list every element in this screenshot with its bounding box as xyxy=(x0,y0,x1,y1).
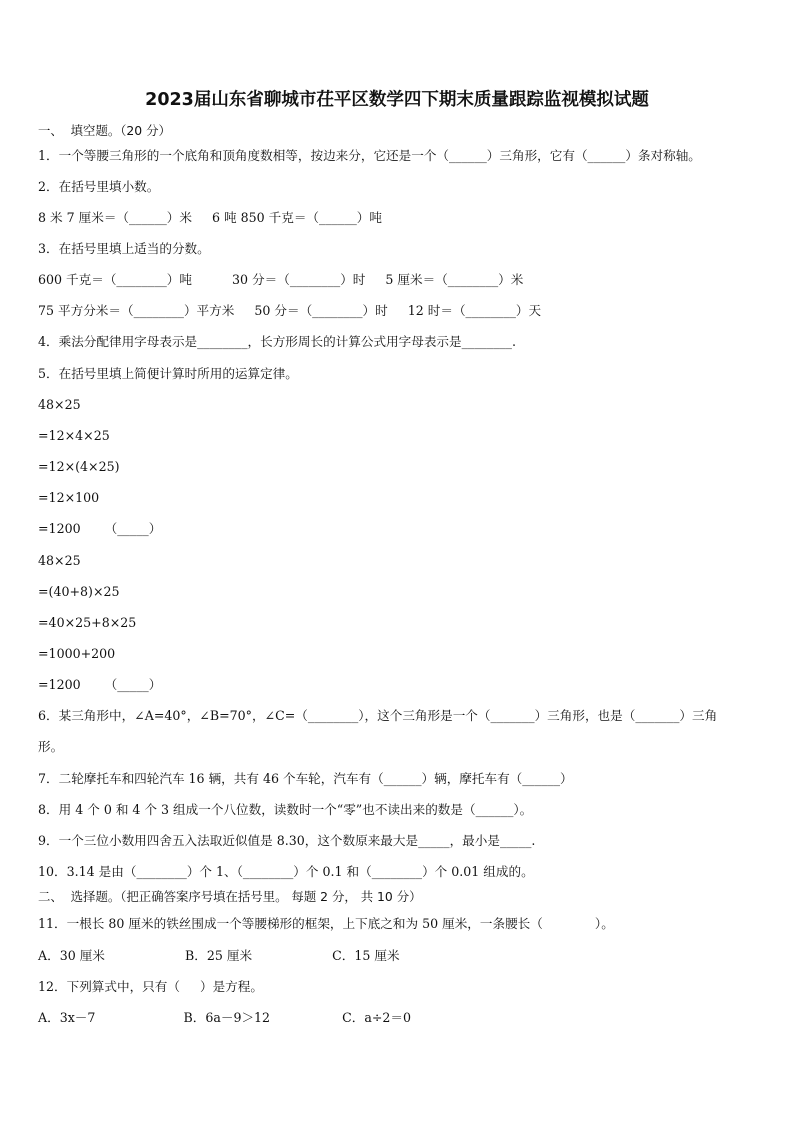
question-10: 10．3.14 是由（________）个 1、（________）个 0.1 和（________）个 0.01 组成的。 xyxy=(38,864,534,879)
question-4: 4．乘法分配律用字母表示是________，长方形周长的计算公式用字母表示是________. xyxy=(38,334,516,349)
question-9: 9．一个三位小数用四舍五入法取近似值是 8.30，这个数原来最大是_____，最小是_____. xyxy=(38,833,536,848)
calc-line: =1200 （_____） xyxy=(38,677,162,692)
question-2: 2．在括号里填小数。 xyxy=(38,179,160,194)
question-3-items-row-2: 75 平方分米＝（________）平方米 50 分＝（________）时 12 时＝（________）天 xyxy=(38,303,542,318)
calc-line: =(40+8)×25 xyxy=(38,584,120,599)
question-11: 11．一根长 80 厘米的铁丝围成一个等腰梯形的框架，上下底之和为 50 厘米，一条腰长（ ）。 xyxy=(38,916,614,931)
calc-line: =12×100 xyxy=(38,490,100,505)
calc-line: 48×25 xyxy=(38,397,81,412)
section-2-heading: 二、 选择题。（把正确答案序号填在括号里。 每题 2 分， 共 10 分） xyxy=(38,889,422,904)
question-3: 3．在括号里填上适当的分数。 xyxy=(38,241,210,256)
calc-line: =1000+200 xyxy=(38,646,116,661)
question-2-items: 8 米 7 厘米＝（______）米 6 吨 850 千克＝（______）吨 xyxy=(38,210,382,225)
question-6: 6．某三角形中，∠A=40°，∠B=70°，∠C=（________），这个三角形是一个（_______）三角形，也是（_______）三角 xyxy=(38,708,718,723)
question-12-options: A．3x－7 B．6a－9＞12 C．a÷2＝0 xyxy=(38,1010,412,1025)
calc-line: =12×4×25 xyxy=(38,428,110,443)
calc-line: =12×(4×25) xyxy=(38,459,120,474)
question-3-items-row-1: 600 千克＝（________）吨 30 分＝（________）时 5 厘米＝（________）米 xyxy=(38,272,524,287)
question-5: 5．在括号里填上简便计算时所用的运算定律。 xyxy=(38,366,298,381)
question-7: 7．二轮摩托车和四轮汽车 16 辆，共有 46 个车轮，汽车有（______）辆，摩托车有（______） xyxy=(38,771,573,786)
question-6-continued: 形。 xyxy=(38,739,64,754)
page-title: 2023届山东省聊城市茌平区数学四下期末质量跟踪监视模拟试题 xyxy=(145,90,649,110)
question-11-options: A．30 厘米 B．25 厘米 C．15 厘米 xyxy=(38,948,400,963)
calc-line: =1200 （_____） xyxy=(38,521,162,536)
calc-line: 48×25 xyxy=(38,553,81,568)
calc-line: =40×25+8×25 xyxy=(38,615,137,630)
question-8: 8．用 4 个 0 和 4 个 3 组成一个八位数，读数时一个“零”也不读出来的数是（______）。 xyxy=(38,802,533,817)
section-1-heading: 一、 填空题。（20 分） xyxy=(38,123,171,138)
question-1: 1．一个等腰三角形的一个底角和顶角度数相等，按边来分，它还是一个（______）三角形，它有（______）条对称轴。 xyxy=(38,148,701,163)
question-12: 12．下列算式中，只有（ ）是方程。 xyxy=(38,979,263,994)
